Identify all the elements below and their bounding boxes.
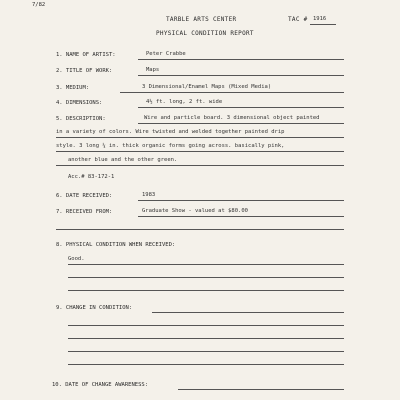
report-title: PHYSICAL CONDITION REPORT [156, 30, 254, 37]
tac-underline [310, 24, 336, 25]
description-line-1: Wire and particle board. 3 dimensional object painted [144, 115, 320, 121]
description-line-4: another blue and the other green. [68, 157, 178, 163]
medium-line [120, 92, 344, 93]
title-value: Maps [146, 67, 160, 73]
physical-condition-label: 8. PHYSICAL CONDITION WHEN RECEIVED: [56, 242, 176, 248]
artist-label: 1. NAME OF ARTIST: [56, 52, 116, 58]
received-from-value: Graduate Show - valued at $80.00 [142, 208, 248, 214]
date-code: 7/82 [32, 2, 46, 8]
center-name: TARBLE ARTS CENTER [166, 16, 237, 23]
description-rule-4 [56, 165, 344, 166]
change-condition-label: 9. CHANGE IN CONDITION: [56, 305, 133, 311]
description-rule-1 [138, 123, 344, 124]
medium-value: 3 Dimensional/Enamel Maps (Mixed Media) [142, 84, 272, 90]
artist-value: Peter Crabbe [146, 51, 186, 57]
description-line-3: style. 3 long ¼ in. thick organic forms going across. basically pink, [56, 143, 285, 149]
date-received-label: 6. DATE RECEIVED: [56, 193, 113, 199]
dimensions-label: 4. DIMENSIONS: [56, 100, 103, 106]
received-from-line-2 [56, 229, 344, 230]
title-label: 2. TITLE OF WORK: [56, 68, 113, 74]
date-received-value: 1983 [142, 192, 156, 198]
tac-number: 1916 [313, 16, 327, 22]
condition-rule-1 [68, 264, 344, 265]
change-rule-4 [68, 351, 344, 352]
description-rule-2 [56, 137, 344, 138]
medium-label: 3. MEDIUM: [56, 85, 90, 91]
description-rule-3 [56, 151, 344, 152]
date-change-line [178, 389, 344, 390]
title-line [138, 75, 344, 76]
condition-rule-3 [68, 290, 344, 291]
change-rule-3 [68, 338, 344, 339]
date-change-label: 10. DATE OF CHANGE AWARENESS: [52, 382, 149, 388]
accession-number: Acc.# 83-172-1 [68, 174, 115, 180]
received-from-line [138, 216, 344, 217]
dimensions-line [138, 107, 344, 108]
artist-line [138, 59, 344, 60]
received-from-label: 7. RECEIVED FROM: [56, 209, 113, 215]
description-line-2: in a variety of colors. Wire twisted and welded together painted drip [56, 129, 285, 135]
change-rule-2 [68, 325, 344, 326]
physical-condition-value: Good. [68, 256, 85, 262]
description-label: 5. DESCRIPTION: [56, 116, 106, 122]
date-received-line [138, 200, 344, 201]
condition-rule-2 [68, 277, 344, 278]
tac-label: TAC # [288, 16, 308, 23]
dimensions-value: 4½ ft. long, 2 ft. wide [146, 99, 223, 105]
change-rule-5 [68, 364, 344, 365]
change-rule-1 [152, 312, 344, 313]
